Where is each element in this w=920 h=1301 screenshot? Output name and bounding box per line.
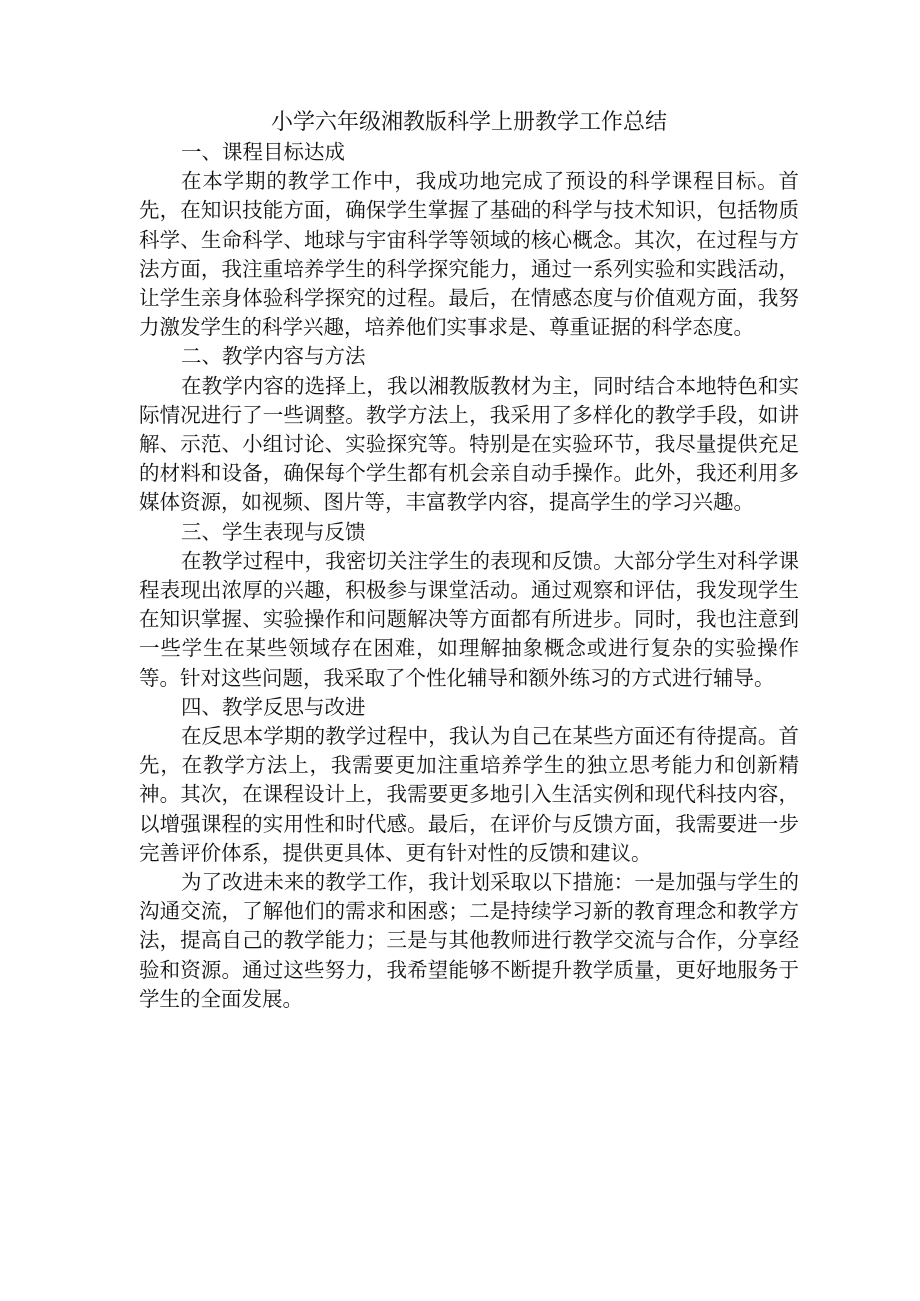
- section-heading-2: 二、教学内容与方法: [181, 344, 366, 369]
- closing-paragraph: 为了改进未来的教学工作，我计划采取以下措施：一是加强与学生的沟通交流，了解他们的需求和困惑；二是持续学习新的教育理念和教学方法，提高自己的教学能力；三是与其他教师进行教学交流与合作，分享经验和资源。通过这些努力，我希望能够不断提升教学质量，更好地服务于学生的全面发展。: [139, 870, 799, 1011]
- section-heading-4: 四、教学反思与改进: [181, 694, 366, 719]
- section-paragraph-2: 在教学内容的选择上，我以湘教版教材为主，同时结合本地特色和实际情况进行了一些调整。教学方法上，我采用了多样化的教学手段，如讲解、示范、小组讨论、实验探究等。特别是在实验环节，我尽量提供充足的材料和设备，确保每个学生都有机会亲自动手操作。此外，我还利用多媒体资源，如视频、图片等，丰富教学内容，提高学生的学习兴趣。: [139, 373, 799, 515]
- section-heading-1: 一、课程目标达成: [181, 140, 345, 164]
- document-body: [139, 108, 799, 1014]
- section-paragraph-1: 在本学期的教学工作中，我成功地完成了预设的科学课程目标。首先，在知识技能方面，确保学生掌握了基础的科学与技术知识，包括物质科学、生命科学、地球与宇宙科学等领域的核心概念。其次，在过程与方法方面，我注重培养学生的科学探究能力，通过一系列实验和实践活动，让学生亲身体验科学探究的过程。最后，在情感态度与价值观方面，我努力激发学生的科学兴趣，培养他们实事求是、尊重证据的科学态度。: [139, 169, 799, 340]
- section-paragraph-4: 在反思本学期的教学过程中，我认为自己在某些方面还有待提高。首先，在教学方法上，我需要更加注重培养学生的独立思考能力和创新精神。其次，在课程设计上，我需要更多地引入生活实例和现代科技内容，以增强课程的实用性和时代感。最后，在评价与反馈方面，我需要进一步完善评价体系，提供更具体、更有针对性的反馈和建议。: [139, 724, 799, 865]
- section-paragraph-3: 在教学过程中，我密切关注学生的表现和反馈。大部分学生对科学课程表现出浓厚的兴趣，积极参与课堂活动。通过观察和评估，我发现学生在知识掌握、实验操作和问题解决等方面都有所进步。同时，我也注意到一些学生在某些领域存在困难，如理解抽象概念或进行复杂的实验操作等。针对这些问题，我采取了个性化辅导和额外练习的方式进行辅导。: [139, 548, 799, 690]
- section-heading-3: 三、学生表现与反馈: [181, 519, 366, 544]
- document-title: 小学六年级湘教版科学上册教学工作总结: [270, 110, 667, 135]
